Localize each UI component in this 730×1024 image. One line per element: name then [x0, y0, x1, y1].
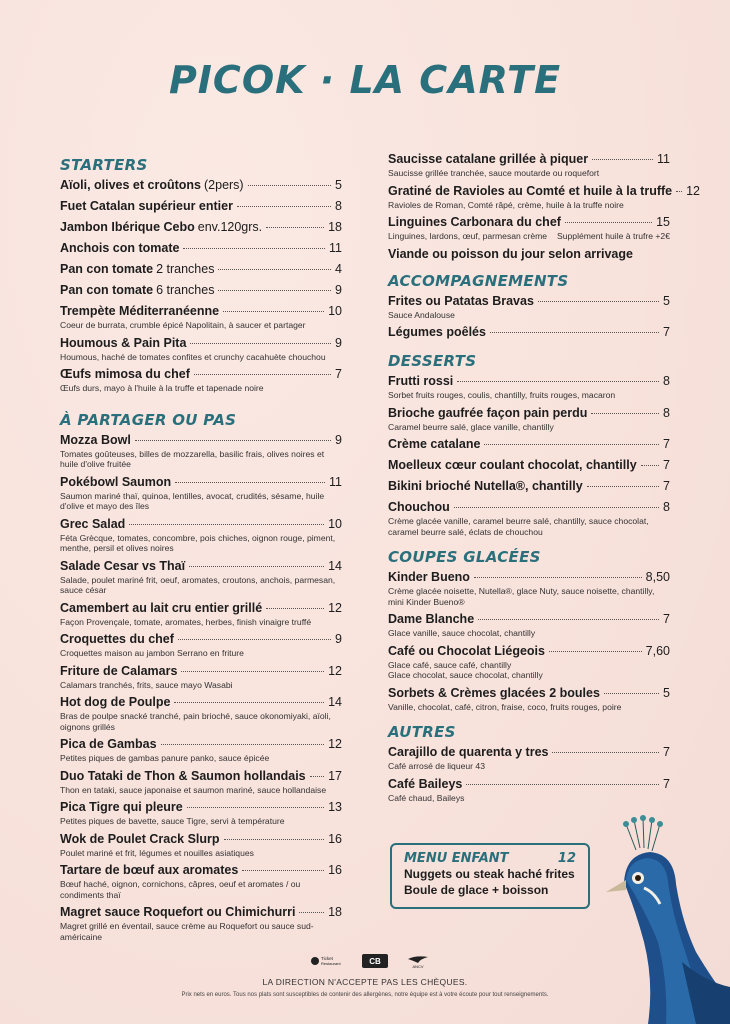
desserts-list — [388, 372, 670, 537]
menu-item-row — [388, 642, 670, 660]
menu-item-name: Camembert au lait cru entier grillé — [60, 600, 263, 615]
menu-item-row — [60, 903, 342, 921]
menu-item-price: 10 — [328, 304, 342, 318]
dot-leader — [591, 413, 659, 414]
menu-item-price: 9 — [335, 283, 342, 297]
menu-item-row — [60, 557, 342, 575]
menu-item — [388, 456, 670, 474]
menu-item — [60, 735, 342, 764]
dot-leader — [474, 577, 642, 578]
peacock-illustration — [596, 812, 730, 1024]
dot-leader — [490, 332, 659, 333]
menu-item-note: env.120grs. — [197, 220, 263, 234]
menu-item-name: Duo Tataki de Thon & Saumon hollandais — [60, 768, 306, 783]
menu-item — [388, 743, 670, 772]
menu-item-row — [60, 431, 342, 449]
menu-item-price: 18 — [328, 905, 342, 919]
menu-item-price: 8 — [335, 199, 342, 213]
menu-item-row — [60, 861, 342, 879]
dot-leader — [178, 639, 331, 640]
menu-item-name: Fuet Catalan supérieur entier — [60, 199, 233, 213]
menu-item-price: 12 — [686, 183, 701, 198]
section-title-accompagnements: ACCOMPAGNEMENTS — [388, 271, 569, 290]
menu-item-note: 6 tranches — [156, 283, 215, 297]
menu-item-description: Saumon mariné thaï, quinoa, lentilles, avocat, crudités, sésame, huile d'olive et mayo des îles — [60, 490, 325, 511]
dot-leader — [552, 752, 659, 753]
menu-item-price: 18 — [328, 220, 342, 234]
menu-item-row — [60, 515, 342, 533]
menu-item-name: Chouchou — [388, 500, 450, 514]
dot-leader — [454, 507, 659, 508]
partager-list — [60, 431, 342, 943]
menu-item-row — [388, 323, 670, 341]
menu-item — [388, 435, 670, 453]
dot-leader — [457, 381, 659, 382]
menu-item-description — [388, 231, 670, 242]
dot-leader — [190, 343, 331, 344]
viande-du-jour: Viande ou poisson du jour selon arrivage — [388, 246, 633, 261]
menu-item-name: Kinder Bueno — [388, 570, 470, 584]
menu-item-row — [60, 334, 342, 352]
menu-item-description: Féta Grècque, tomates, concombre, pois chiches, oignon rouge, piment, menthe, persil et olives noires — [60, 532, 336, 553]
menu-item-price: 14 — [328, 558, 342, 573]
menu-item-description: Vanille, chocolat, café, citron, fraise, coco, fruits rouges, poire — [388, 701, 622, 712]
section-title-starters: STARTERS — [60, 156, 148, 174]
menu-item — [388, 775, 670, 804]
menu-item-price: 7 — [663, 437, 670, 451]
menu-item-row — [60, 735, 342, 753]
menu-item-price: 15 — [656, 215, 670, 229]
menu-item-description: Croquettes maison au jambon Serrano en friture — [60, 648, 244, 658]
ancv-logo — [406, 953, 430, 969]
menu-item-price: 11 — [657, 152, 670, 166]
menu-item — [388, 642, 670, 681]
svg-text:ANCV: ANCV — [412, 964, 424, 969]
menu-item-row — [388, 684, 670, 702]
menu-item-description: Café chaud, Baileys — [388, 792, 465, 803]
menu-item-description: Calamars tranchés, frits, sauce mayo Wasabi — [60, 679, 233, 690]
menu-item-description: Crème glacée noisette, Nutella®, glace Nuty, sauce noisette, chantilly, mini Kinder Bueno® — [388, 586, 655, 607]
menu-item-name: Pan con tomate — [60, 283, 154, 297]
dot-leader — [161, 744, 325, 745]
menu-item-row — [60, 197, 342, 215]
menu-enfant-line-2: Boule de glace + boisson — [404, 883, 549, 897]
menu-item-description: Façon Provençale, tomate, aromates, herbes, finish vinaigre truffé — [60, 616, 312, 627]
menu-item-name: Moelleux cœur coulant chocolat, chantilly — [388, 458, 637, 472]
menu-item — [60, 903, 342, 942]
ticket-restaurant-logo — [310, 955, 344, 967]
menu-item — [388, 477, 670, 495]
menu-item-price: 7 — [663, 612, 670, 626]
menu-item-description: Salade, poulet mariné frit, oeuf, aromates, croutons, anchois, parmesan, sauce césar — [60, 574, 336, 595]
menu-item-name: Bikini brioché Nutella®, chantilly — [388, 479, 583, 493]
menu-item-price: 12 — [328, 600, 342, 615]
menu-item-row — [60, 176, 342, 194]
menu-item-row — [388, 775, 670, 793]
dot-leader — [181, 671, 324, 672]
menu-item — [388, 372, 670, 401]
menu-item-name: Jambon Ibérique Cebo — [60, 220, 195, 234]
menu-item-description: Glace chocolat, sauce chocolat, chantilly — [388, 670, 543, 680]
dot-leader — [478, 619, 659, 620]
menu-item-description: Tomates goûteuses, billes de mozzarella, basilic frais, olives noires et huile d'olive fruitée — [60, 448, 325, 469]
menu-item — [60, 431, 342, 470]
menu-item-row — [388, 150, 670, 168]
menu-item — [60, 365, 342, 394]
menu-item-description: Glace vanille, sauce chocolat, chantilly — [388, 628, 536, 638]
menu-item-name: Magret sauce Roquefort ou Chimichurri — [60, 905, 296, 919]
menu-item-row — [60, 767, 342, 785]
menu-item-description: Œufs durs, mayo à l'huile à la truffe et tapenade noire — [60, 383, 264, 393]
menu-enfant-box — [390, 843, 590, 909]
dot-leader — [175, 482, 325, 483]
menu-item-name: Hot dog de Poulpe — [60, 695, 171, 709]
menu-item-row — [388, 743, 670, 761]
menu-item-description: Ravioles de Roman, Comté râpé, crème, huile à la truffe noire — [388, 199, 624, 210]
menu-item — [60, 176, 342, 194]
dot-leader — [129, 524, 324, 525]
dot-leader — [310, 776, 324, 777]
accompagnements-list — [388, 292, 670, 342]
menu-item-price: 5 — [663, 293, 670, 308]
menu-item-row — [60, 693, 342, 711]
menu-item-name: Mozza Bowl — [60, 432, 131, 447]
menu-item-name: Café ou Chocolat Liégeois — [388, 643, 545, 658]
menu-item-name: Croquettes du chef — [60, 632, 174, 646]
dot-leader — [565, 222, 652, 223]
menu-item — [60, 334, 342, 363]
menu-item-name: Linguines Carbonara du chef — [388, 215, 561, 229]
dot-leader — [237, 206, 331, 207]
menu-item-price: 12 — [328, 663, 342, 678]
menu-item-price: 5 — [335, 178, 342, 192]
menu-item-price: 4 — [335, 262, 342, 276]
cb-logo — [362, 954, 388, 968]
menu-item-name: Œufs mimosa du chef — [60, 367, 190, 381]
menu-item — [60, 197, 342, 215]
menu-item-row — [60, 302, 342, 320]
svg-text:CB: CB — [369, 957, 381, 966]
menu-item-description-text: Linguines, lardons, œuf, parmesan crème — [388, 231, 548, 241]
svg-text:Ticket: Ticket — [321, 956, 333, 961]
menu-item-price: 7,60 — [645, 643, 670, 658]
menu-item-price: 7 — [663, 458, 670, 472]
dot-leader — [641, 465, 659, 466]
section-title-desserts: DESSERTS — [388, 352, 477, 370]
menu-item-price: 12 — [328, 737, 342, 751]
menu-item-row — [60, 218, 342, 236]
menu-item-name: Pokébowl Saumon — [60, 474, 172, 489]
menu-item-price: 9 — [335, 335, 342, 350]
section-title-autres: AUTRES — [388, 723, 456, 741]
dot-leader — [174, 702, 324, 703]
menu-item-row — [388, 498, 670, 516]
menu-item-name: Trempète Méditerranéenne — [60, 304, 220, 318]
menu-enfant-title: MENU ENFANT — [404, 851, 509, 866]
menu-item-name: Frutti rossi — [388, 374, 454, 388]
menu-item-name: Légumes poêlés — [388, 325, 486, 339]
menu-item-name: Café Baileys — [388, 776, 463, 791]
menu-item-price: 7 — [663, 776, 670, 791]
menu-item-name: Salade Cesar vs Thaï — [60, 558, 186, 573]
menu-item-price: 9 — [335, 632, 342, 646]
menu-item-description: Petites piques de gambas panure panko, sauce épicée — [60, 753, 270, 763]
menu-item — [60, 260, 342, 278]
menu-item — [388, 323, 670, 341]
dot-leader — [183, 248, 325, 249]
menu-item-description: Sauce Andalouse — [388, 309, 455, 320]
menu-item-name: Dame Blanche — [388, 612, 475, 626]
menu-item-row — [388, 435, 670, 453]
menu-item-description: Bœuf haché, oignon, cornichons, câpres, oeuf et aromates / ou condiments thaï — [60, 879, 301, 900]
menu-item-row — [60, 630, 342, 648]
menu-item-description: Saucisse grillée tranchée, sauce moutarde ou roquefort — [388, 168, 600, 178]
section-title-partager: À PARTAGER OU PAS — [60, 410, 237, 429]
dot-leader — [187, 807, 324, 808]
menu-item-price: 5 — [663, 685, 670, 700]
footer-cheques-notice: LA DIRECTION N'ACCEPTE PAS LES CHÈQUES. — [262, 977, 468, 987]
menu-item — [60, 798, 342, 827]
menu-item-supplement: Supplément huile à trufre +2€ — [557, 231, 670, 241]
dot-leader — [587, 486, 659, 487]
menu-item-name: Tartare de bœuf aux aromates — [60, 863, 239, 877]
menu-item-row — [60, 599, 342, 617]
menu-item — [60, 599, 342, 628]
menu-item-row — [388, 477, 670, 495]
menu-item — [388, 568, 670, 607]
menu-item-price: 7 — [663, 745, 670, 759]
left-column — [60, 156, 342, 945]
footer-allergen-note: Prix nets en euros. Tous nos plats sont susceptibles de contenir des allergènes, notre équipe est à votre écoute pour tout renseignements. — [181, 992, 549, 998]
menu-item-name: Wok de Poulet Crack Slurp — [60, 831, 220, 846]
menu-item-row — [388, 610, 670, 628]
menu-item-row — [60, 281, 342, 299]
menu-item-name: Carajillo de quarenta y tres — [388, 745, 549, 759]
menu-item-price: 7 — [663, 479, 670, 493]
menu-item — [388, 292, 670, 321]
menu-item — [60, 218, 342, 236]
menu-item-price: 11 — [329, 474, 342, 489]
menu-item-row — [60, 260, 342, 278]
menu-item-name: Gratiné de Ravioles au Comté et huile à la truffe — [388, 183, 673, 198]
dot-leader — [484, 444, 659, 445]
menu-item — [60, 557, 342, 596]
menu-item-row — [60, 662, 342, 680]
menu-item-note: (2pers) — [204, 178, 244, 192]
right-column — [388, 150, 701, 806]
autres-list — [388, 743, 670, 803]
menu-item-description: Glace café, sauce café, chantilly — [388, 659, 512, 670]
menu-item-description: Poulet mariné et frit, légumes et nouilles asiatiques — [60, 847, 254, 858]
menu-item-name: Friture de Calamars — [60, 663, 178, 678]
svg-text:Restaurant: Restaurant — [321, 961, 341, 966]
dot-leader — [189, 566, 324, 567]
dot-leader — [135, 440, 331, 441]
section-title-coupes: COUPES GLACÉES — [388, 548, 541, 566]
menu-item-description: Petites piques de bavette, sauce Tigre, servi à température — [60, 816, 285, 826]
menu-item-price: 16 — [328, 863, 342, 877]
menu-item — [60, 281, 342, 299]
menu-item — [388, 182, 701, 211]
menu-item-row — [60, 830, 342, 848]
page-title: PICOK · LA CARTE — [168, 58, 562, 102]
dot-leader — [549, 651, 642, 652]
menu-item-price: 10 — [328, 516, 342, 531]
dot-leader — [266, 608, 324, 609]
menu-item — [60, 630, 342, 659]
dot-leader — [299, 912, 324, 913]
menu-item-row — [60, 473, 342, 491]
menu-item-row — [60, 239, 342, 257]
menu-item — [60, 239, 342, 257]
menu-item-price: 11 — [329, 241, 342, 255]
menu-item — [388, 404, 670, 433]
menu-item-description: Caramel beurre salé, glace vanille, chantilly — [388, 421, 554, 432]
payment-logos — [310, 953, 430, 969]
menu-item-description: Sorbet fruits rouges, coulis, chantilly, fruits rouges, macaron — [388, 390, 616, 400]
menu-item-description: Bras de poulpe snacké tranché, pain brioché, sauce okonomiyaki, aïoli, oignons grillés — [60, 711, 331, 732]
menu-item — [388, 610, 670, 639]
menu-item-description: Thon en tataki, sauce japonaise et saumon mariné, sauce hollandaise — [60, 784, 327, 795]
dot-leader — [466, 784, 659, 785]
menu-item-price: 8 — [663, 374, 670, 388]
menu-item-name: Saucisse catalane grillée à piquer — [388, 152, 589, 166]
starters-list — [60, 176, 342, 394]
menu-item — [60, 830, 342, 859]
dot-leader — [604, 693, 659, 694]
menu-item-name: Anchois con tomate — [60, 241, 180, 255]
menu-item-row — [388, 182, 701, 200]
menu-item — [388, 684, 670, 713]
menu-item-name: Pan con tomate — [60, 262, 154, 276]
menu-item — [60, 861, 342, 900]
menu-item — [60, 515, 342, 554]
menu-item-price: 17 — [328, 768, 342, 783]
menu-item-row — [60, 365, 342, 383]
menu-item-row — [60, 798, 342, 816]
menu-item-description: Coeur de burrata, crumble épicé Napolitain, à saucer et partager — [60, 320, 306, 330]
menu-item-price: 7 — [335, 367, 342, 381]
menu-item-name: Pica de Gambas — [60, 737, 157, 751]
menu-item — [388, 150, 670, 179]
menu-item-price: 8 — [663, 500, 670, 514]
menu-item-name: Frites ou Patatas Bravas — [388, 293, 534, 308]
menu-item-name: Pica Tigre qui pleure — [60, 800, 183, 814]
dot-leader — [224, 839, 325, 840]
menu-item-name: Grec Salad — [60, 516, 126, 531]
menu-item-price: 13 — [328, 800, 342, 814]
dot-leader — [266, 227, 324, 228]
menu-item-description: Crème glacée vanille, caramel beurre salé, chantilly, sauce chocolat, caramel beurre salé, éclats de chouchou — [388, 516, 649, 537]
menu-item-name: Houmous & Pain Pita — [60, 335, 187, 350]
dot-leader — [248, 185, 331, 186]
dot-leader — [676, 191, 682, 192]
menu-item-price: 9 — [335, 432, 342, 447]
menu-item — [60, 693, 342, 732]
menu-item-row — [388, 372, 670, 390]
menu-item-name: Brioche gaufrée façon pain perdu — [388, 405, 588, 420]
menu-item — [60, 767, 342, 796]
dot-leader — [194, 374, 331, 375]
menu-item-price: 16 — [328, 831, 342, 846]
plats-list — [388, 150, 701, 242]
menu-item-description: Café arrosé de liqueur 43 — [388, 761, 485, 771]
menu-item — [60, 302, 342, 331]
menu-item — [60, 473, 342, 512]
coupes-list — [388, 568, 670, 712]
menu-item-row — [388, 456, 670, 474]
menu-item-row — [388, 404, 670, 422]
menu-item-row — [388, 568, 670, 586]
menu-item-name: Sorbets & Crèmes glacées 2 boules — [388, 685, 600, 700]
dot-leader — [223, 311, 324, 312]
menu-enfant-price: 12 — [557, 851, 576, 866]
menu-item-description: Magret grillé en éventail, sauce crème au Roquefort ou sauce sud-américaine — [60, 921, 314, 942]
menu-item-price: 8 — [663, 405, 670, 420]
dot-leader — [592, 159, 653, 160]
menu-item — [388, 498, 670, 537]
menu-item-price: 8,50 — [645, 570, 670, 584]
menu-item-description: Houmous, haché de tomates confites et crunchy cacahuète chouchou — [60, 351, 326, 362]
menu-item-row — [388, 213, 670, 231]
dot-leader — [218, 269, 331, 270]
menu-item — [60, 662, 342, 691]
menu-item-price: 7 — [663, 325, 670, 339]
menu-item-price: 14 — [328, 695, 342, 709]
menu-item-name: Aïoli, olives et croûtons — [60, 178, 201, 192]
menu-item — [388, 213, 670, 242]
menu-item-row — [388, 292, 670, 310]
menu-item-note: 2 tranches — [156, 262, 215, 276]
dot-leader — [538, 301, 659, 302]
menu-item-name: Crème catalane — [388, 437, 481, 451]
menu-enfant-line-1: Nuggets ou steak haché frites — [404, 867, 575, 881]
dot-leader — [218, 290, 331, 291]
dot-leader — [242, 870, 324, 871]
